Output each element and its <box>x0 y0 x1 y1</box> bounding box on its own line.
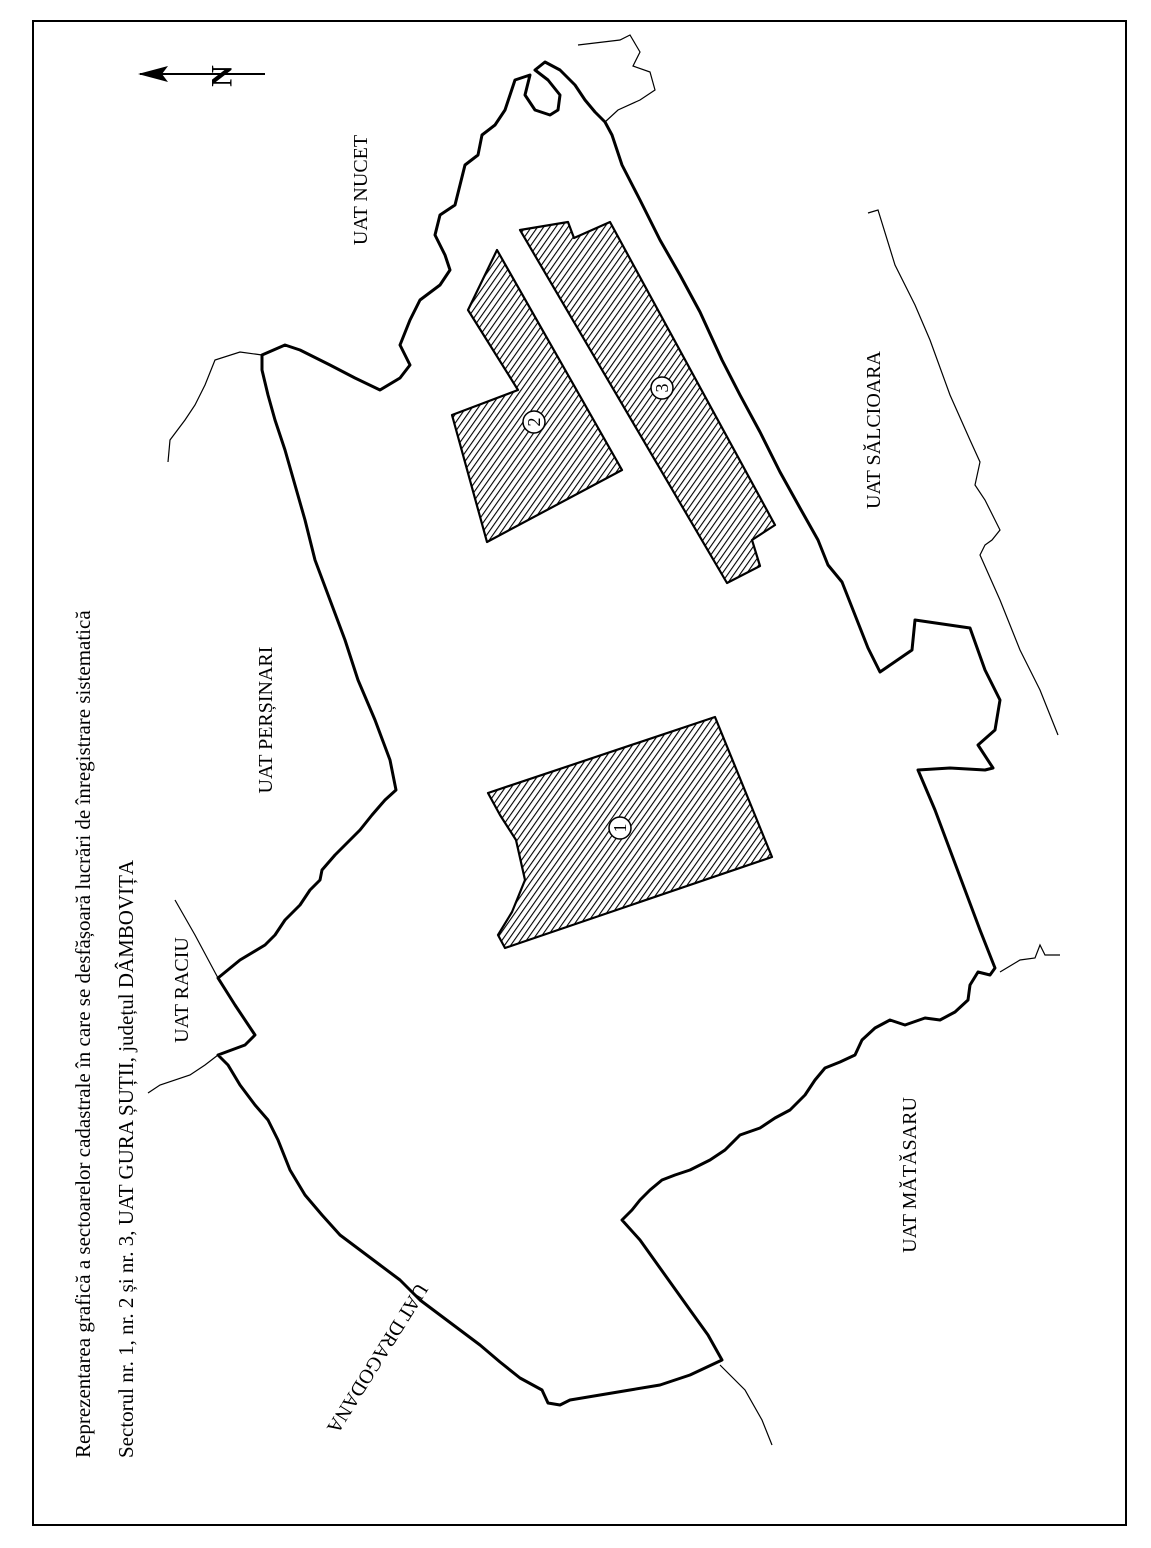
label-uat-dragodana: UAT DRAGODANA <box>322 1279 433 1438</box>
sector-3-label <box>651 377 673 399</box>
boundary-persinari-line <box>168 352 262 462</box>
boundary-salcioara-line <box>868 210 1058 735</box>
sector-2-label <box>523 411 545 433</box>
map-title: Reprezentarea grafică a sectoarelor cadastrale în care se desfășoară lucrări de înregistrare sistematică <box>71 610 95 1458</box>
sector-1-label <box>609 817 631 839</box>
sector-2-number: 2 <box>524 417 544 427</box>
label-uat-salcioara: UAT SĂLCIOARA <box>863 351 885 509</box>
north-arrow-icon <box>138 65 265 87</box>
boundary-dragodana-line <box>720 1365 772 1445</box>
boundary-nucet-line <box>578 35 655 122</box>
label-uat-persinari: UAT PERȘINARI <box>255 646 277 794</box>
north-label: N <box>205 65 239 87</box>
label-uat-raciu: UAT RACIU <box>171 937 193 1043</box>
label-uat-matasaru: UAT MĂTĂSARU <box>899 1097 921 1253</box>
label-uat-nucet: UAT NUCET <box>350 134 372 246</box>
map-subtitle: Sectorul nr. 1, nr. 2 și nr. 3, UAT GURA ȘUȚII, județul DÂMBOVIȚA <box>114 859 138 1458</box>
sector-1-number: 1 <box>610 823 630 833</box>
sector-3-number: 3 <box>652 383 672 393</box>
boundary-matasaru-line <box>1000 945 1060 972</box>
